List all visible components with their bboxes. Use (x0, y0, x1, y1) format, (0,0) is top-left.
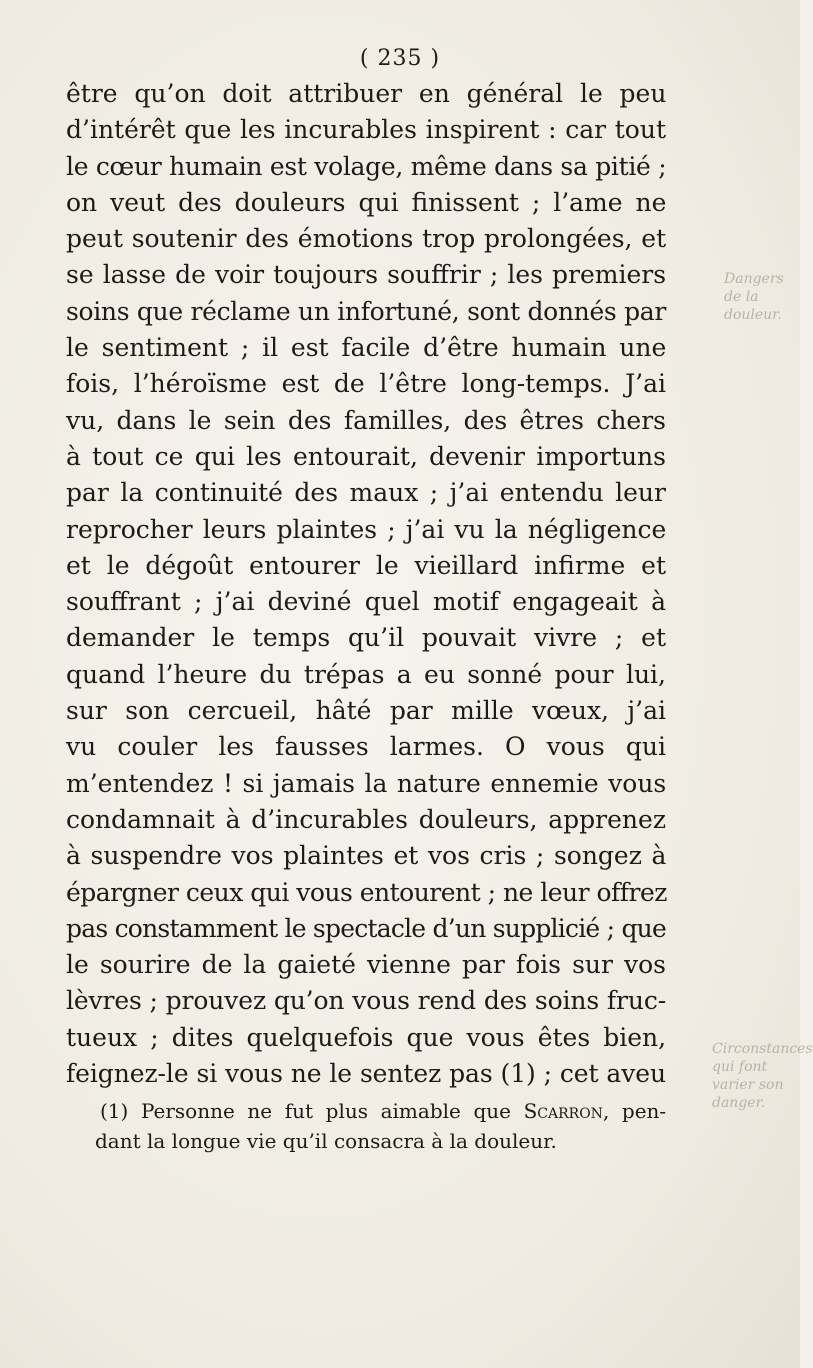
footnote-text: (1) Personne ne fut plus aimable que (100, 1099, 511, 1123)
margin-note-circonstances: Circonstances qui font varier son danger. (712, 1041, 813, 1111)
footnote (95, 1096, 667, 1156)
text-line: on veut des douleurs qui finissent ; l’ame ne (66, 187, 667, 217)
text-line: reprocher leurs plaintes ; j’ai vu la négligence (66, 514, 667, 544)
text-line: demander le temps qu’il pouvait vivre ; et (66, 623, 666, 653)
text-line: sur son cercueil, hâté par mille vœux, j’ai (66, 696, 666, 726)
footnote-line-2: dant la longue vie qu’il consacra à la douleur. (95, 1129, 557, 1153)
body-text (66, 76, 666, 1092)
text-line: et le dégoût entourer le vieillard infirme et (66, 550, 666, 580)
text-line: à suspendre vos plaintes et vos cris ; songez à (66, 841, 667, 871)
text-line: vu, dans le sein des familles, des êtres chers (66, 405, 666, 435)
text-line: soins que réclame un infortuné, sont donnés par (66, 296, 666, 326)
footnote-text-end: , pen- (602, 1099, 667, 1123)
text-line: pas constamment le spectacle d’un supplicié ; que (66, 913, 667, 943)
text-line: vu couler les fausses larmes. O vous qui (66, 732, 666, 762)
footnote-name: Scarron (523, 1099, 603, 1123)
text-line: condamnait à d’incurables douleurs, apprenez (66, 804, 666, 834)
text-line: peut soutenir des émotions trop prolongées, et (66, 224, 667, 254)
text-line: m’entendez ! si jamais la nature ennemie vous (66, 768, 667, 798)
text-line: lèvres ; prouvez qu’on vous rend des soins fruc- (66, 986, 667, 1016)
text-line: souffrant ; j’ai deviné quel motif engageait à (66, 587, 666, 617)
text-line: le sourire de la gaieté vienne par fois sur vos (66, 950, 667, 980)
text-line: tueux ; dites quelquefois que vous êtes bien, (66, 1022, 667, 1052)
text-line: feignez-le si vous ne le sentez pas (1) ; cet aveu (66, 1059, 666, 1089)
page-number: ( 235 ) (359, 46, 441, 71)
text-line: fois, l’héroïsme est de l’être long-temps. J’ai (66, 369, 666, 399)
text-line: d’intérêt que les incurables inspirent : car tout (66, 115, 666, 145)
text-line: le cœur humain est volage, même dans sa pitié ; (66, 151, 667, 181)
text-line: le sentiment ; il est facile d’être humain une (66, 333, 667, 363)
text-line: se lasse de voir toujours souffrir ; les premiers (66, 260, 667, 290)
margin-note-dangers: Dangers de la douleur. (724, 271, 784, 323)
text-line: épargner ceux qui vous entourent ; ne leur offrez (66, 877, 667, 907)
footnote-line-1 (100, 1096, 666, 1126)
text-line: quand l’heure du trépas a eu sonné pour lui, (66, 659, 666, 689)
text-line: être qu’on doit attribuer en général le peu (66, 79, 667, 108)
text-line: par la continuité des maux ; j’ai entendu leur (66, 478, 666, 508)
text-line: à tout ce qui les entourait, devenir importuns (66, 441, 666, 471)
